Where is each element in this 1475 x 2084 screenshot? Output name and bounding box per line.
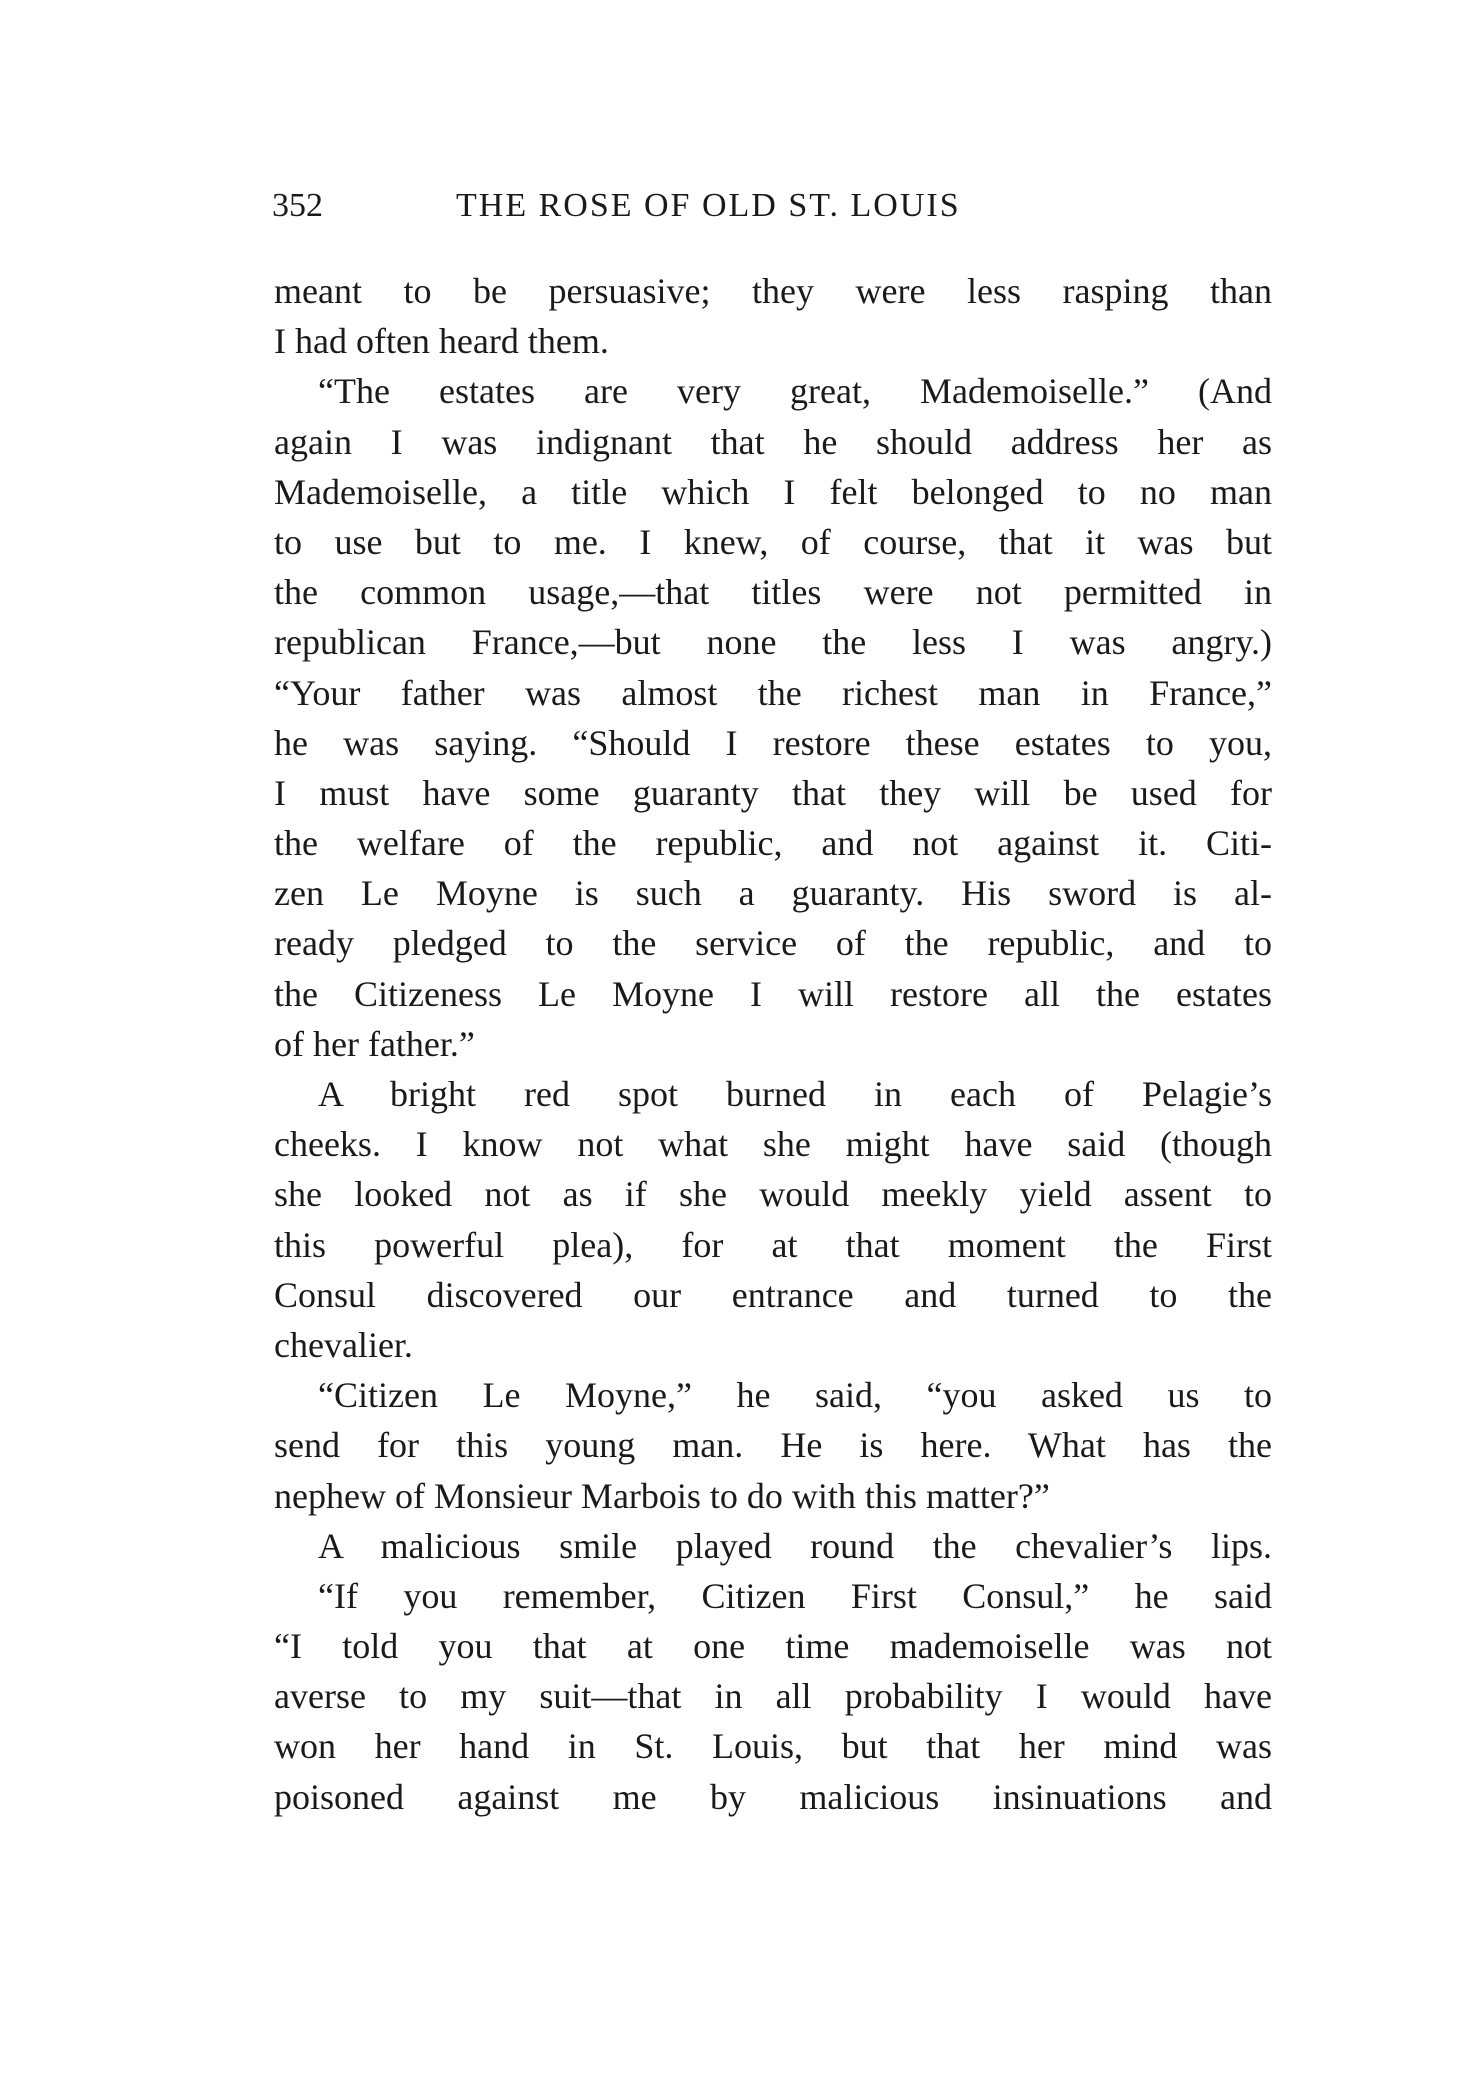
text-line: zen Le Moyne is such a guaranty. His sword is al- xyxy=(274,873,1272,914)
text-line: ready pledged to the service of the republic, and to xyxy=(274,923,1272,964)
text-line: republican France,—but none the less I was angry.) xyxy=(274,622,1272,663)
text-line: of her father.” xyxy=(274,1023,475,1064)
text-line: “I told you that at one time mademoiselle was not xyxy=(274,1626,1272,1667)
text-line: “Citizen Le Moyne,” he said, “you asked us to xyxy=(318,1375,1272,1416)
text-line: to use but to me. I knew, of course, that it was but xyxy=(274,521,1272,562)
text-line: she looked not as if she would meekly yield assent to xyxy=(274,1174,1272,1215)
text-line: chevalier. xyxy=(274,1324,413,1365)
text-line: he was saying. “Should I restore these estates to you, xyxy=(274,722,1272,763)
text-line: nephew of Monsieur Marbois to do with this matter?” xyxy=(274,1475,1050,1516)
running-title: THE ROSE OF OLD ST. LOUIS xyxy=(456,187,961,224)
text-line: again I was indignant that he should address her as xyxy=(274,421,1272,462)
text-line: the common usage,—that titles were not permitted in xyxy=(274,572,1272,613)
text-line: cheeks. I know not what she might have said (though xyxy=(274,1124,1272,1165)
text-line: won her hand in St. Louis, but that her mind was xyxy=(274,1726,1272,1767)
text-line: I must have some guaranty that they will be used for xyxy=(274,772,1272,813)
text-line: “The estates are very great, Mademoiselle.” (And xyxy=(318,371,1272,412)
running-header xyxy=(272,186,1072,226)
text-line: send for this young man. He is here. What has the xyxy=(274,1425,1272,1466)
page-body-text xyxy=(274,266,1272,1822)
text-line: “Your father was almost the richest man in France,” xyxy=(274,672,1272,713)
text-line: Mademoiselle, a title which I felt belonged to no man xyxy=(274,471,1272,512)
text-line: this powerful plea), for at that moment the First xyxy=(274,1224,1272,1265)
text-line: “If you remember, Citizen First Consul,” he said xyxy=(318,1575,1272,1616)
text-line: averse to my suit—that in all probability I would have xyxy=(274,1676,1272,1717)
text-line: A bright red spot burned in each of Pelagie’s xyxy=(318,1074,1272,1114)
text-line: Consul discovered our entrance and turned to the xyxy=(274,1274,1272,1315)
text-line: meant to be persuasive; they were less rasping than xyxy=(274,271,1272,311)
text-line: the welfare of the republic, and not against it. Citi- xyxy=(274,823,1272,864)
text-line: poisoned against me by malicious insinuations and xyxy=(274,1776,1272,1817)
text-line: A malicious smile played round the chevalier’s lips. xyxy=(318,1525,1272,1566)
text-line: the Citizeness Le Moyne I will restore all the estates xyxy=(274,973,1272,1014)
text-line: I had often heard them. xyxy=(274,321,609,362)
page-number: 352 xyxy=(272,187,323,224)
